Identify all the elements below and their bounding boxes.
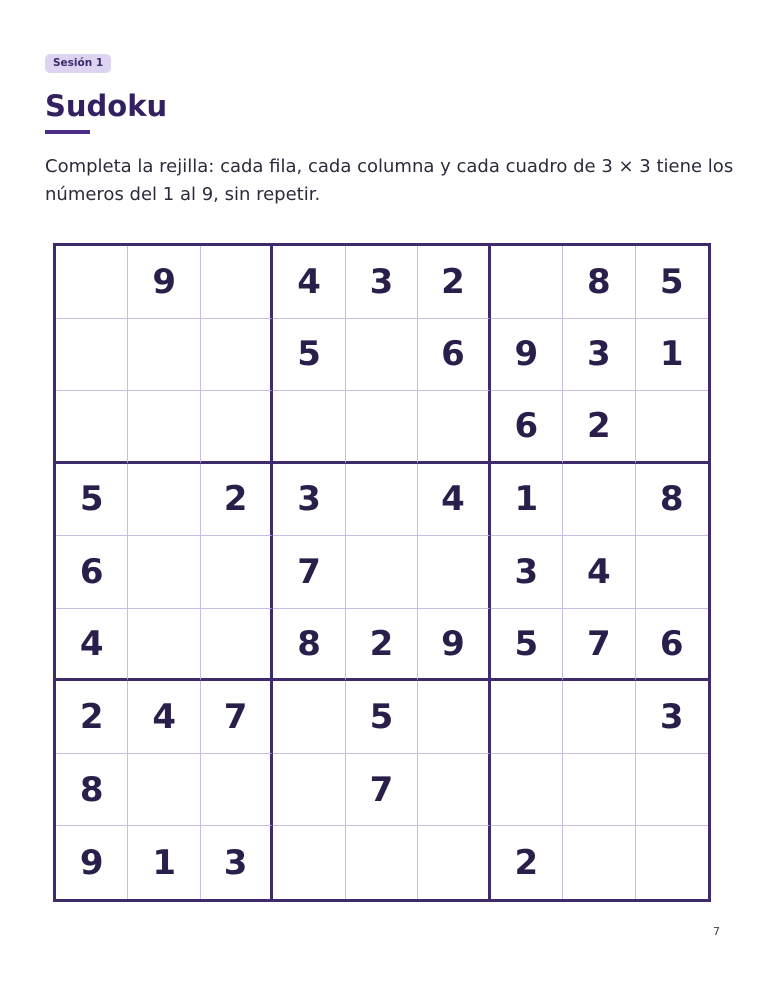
sudoku-cell-given: 5 — [636, 246, 708, 319]
title-underline — [45, 130, 90, 134]
sudoku-cell-given: 2 — [346, 609, 418, 682]
sudoku-cell-given: 1 — [491, 464, 563, 537]
sudoku-cell-given: 5 — [346, 681, 418, 754]
sudoku-cell-given: 1 — [128, 826, 200, 899]
sudoku-cell-empty[interactable] — [418, 391, 490, 464]
sudoku-cell-empty[interactable] — [491, 246, 563, 319]
sudoku-cell-given: 5 — [491, 609, 563, 682]
sudoku-cell-empty[interactable] — [201, 609, 273, 682]
sudoku-cell-empty[interactable] — [273, 681, 345, 754]
sudoku-cell-empty[interactable] — [346, 826, 418, 899]
sudoku-cell-empty[interactable] — [418, 536, 490, 609]
page-title: Sudoku — [45, 89, 168, 123]
sudoku-cell-empty[interactable] — [491, 754, 563, 827]
page-number: 7 — [713, 925, 720, 938]
sudoku-cell-empty[interactable] — [128, 391, 200, 464]
sudoku-cell-empty[interactable] — [128, 319, 200, 392]
sudoku-cell-empty[interactable] — [346, 536, 418, 609]
sudoku-cell-given: 8 — [56, 754, 128, 827]
sudoku-cell-empty[interactable] — [418, 754, 490, 827]
sudoku-cell-given: 9 — [491, 319, 563, 392]
sudoku-cell-empty[interactable] — [273, 826, 345, 899]
sudoku-cell-empty[interactable] — [636, 391, 708, 464]
sudoku-cell-given: 4 — [56, 609, 128, 682]
sudoku-cell-given: 2 — [563, 391, 635, 464]
sudoku-cell-given: 3 — [563, 319, 635, 392]
sudoku-cell-empty[interactable] — [201, 754, 273, 827]
sudoku-cell-empty[interactable] — [128, 754, 200, 827]
sudoku-cell-given: 9 — [128, 246, 200, 319]
sudoku-cell-given: 5 — [56, 464, 128, 537]
sudoku-cell-empty[interactable] — [636, 536, 708, 609]
sudoku-cell-given: 8 — [636, 464, 708, 537]
sudoku-cell-given: 6 — [491, 391, 563, 464]
sudoku-cell-given: 6 — [418, 319, 490, 392]
sudoku-cell-given: 9 — [56, 826, 128, 899]
sudoku-cell-given: 1 — [636, 319, 708, 392]
sudoku-cell-empty[interactable] — [346, 464, 418, 537]
sudoku-cell-empty[interactable] — [128, 536, 200, 609]
sudoku-cell-empty[interactable] — [201, 391, 273, 464]
sudoku-cell-given: 2 — [491, 826, 563, 899]
sudoku-cell-given: 3 — [201, 826, 273, 899]
sudoku-cell-given: 3 — [636, 681, 708, 754]
sudoku-cell-given: 8 — [273, 609, 345, 682]
sudoku-cell-given: 6 — [636, 609, 708, 682]
sudoku-cell-empty[interactable] — [636, 754, 708, 827]
sudoku-cell-empty[interactable] — [563, 681, 635, 754]
sudoku-cell-empty[interactable] — [56, 246, 128, 319]
sudoku-cell-empty[interactable] — [56, 391, 128, 464]
sudoku-cell-empty[interactable] — [128, 609, 200, 682]
sudoku-cell-empty[interactable] — [418, 826, 490, 899]
sudoku-cell-given: 7 — [563, 609, 635, 682]
sudoku-cell-given: 7 — [346, 754, 418, 827]
sudoku-cell-empty[interactable] — [563, 754, 635, 827]
sudoku-cell-given: 4 — [128, 681, 200, 754]
sudoku-cell-empty[interactable] — [636, 826, 708, 899]
sudoku-cell-empty[interactable] — [418, 681, 490, 754]
sudoku-cell-empty[interactable] — [201, 246, 273, 319]
sudoku-cell-given: 2 — [201, 464, 273, 537]
sudoku-cell-given: 2 — [56, 681, 128, 754]
sudoku-cell-given: 8 — [563, 246, 635, 319]
sudoku-cell-given: 4 — [273, 246, 345, 319]
sudoku-cell-given: 4 — [418, 464, 490, 537]
sudoku-cell-given: 7 — [201, 681, 273, 754]
sudoku-cell-empty[interactable] — [273, 754, 345, 827]
sudoku-cell-given: 3 — [346, 246, 418, 319]
sudoku-cell-given: 2 — [418, 246, 490, 319]
sudoku-cell-empty[interactable] — [56, 319, 128, 392]
sudoku-cell-empty[interactable] — [201, 319, 273, 392]
sudoku-cell-given: 9 — [418, 609, 490, 682]
sudoku-cell-empty[interactable] — [128, 464, 200, 537]
sudoku-cell-empty[interactable] — [201, 536, 273, 609]
session-badge: Sesión 1 — [45, 54, 111, 73]
sudoku-cell-given: 6 — [56, 536, 128, 609]
sudoku-cell-given: 3 — [491, 536, 563, 609]
sudoku-cell-empty[interactable] — [491, 681, 563, 754]
sudoku-cell-given: 5 — [273, 319, 345, 392]
sudoku-cell-empty[interactable] — [563, 826, 635, 899]
sudoku-cell-empty[interactable] — [346, 319, 418, 392]
sudoku-cell-empty[interactable] — [563, 464, 635, 537]
sudoku-cell-empty[interactable] — [273, 391, 345, 464]
instructions-text: Completa la rejilla: cada fila, cada columna y cada cuadro de 3 × 3 tiene los números del 1 al 9, sin repetir. — [45, 156, 734, 205]
sudoku-cell-given: 7 — [273, 536, 345, 609]
sudoku-cell-given: 4 — [563, 536, 635, 609]
sudoku-cell-given: 3 — [273, 464, 345, 537]
sudoku-cell-empty[interactable] — [346, 391, 418, 464]
sudoku-grid — [53, 243, 711, 902]
